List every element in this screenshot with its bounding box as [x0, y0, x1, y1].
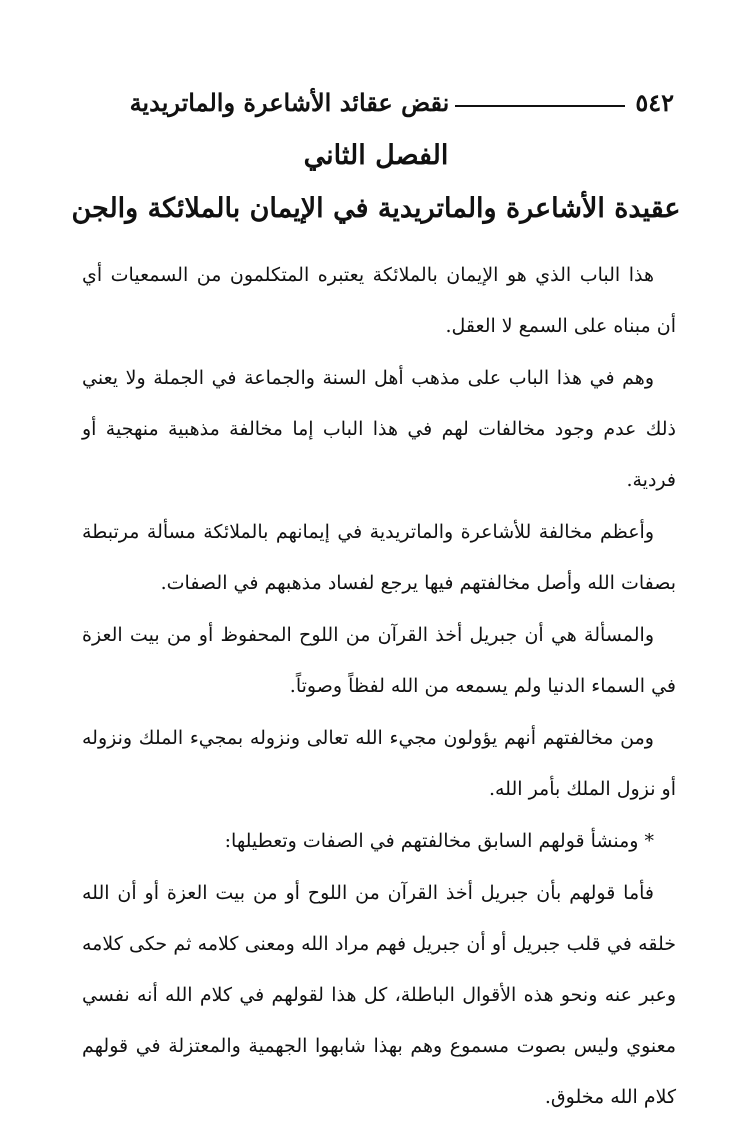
body-text — [82, 250, 676, 1124]
paragraph: والمسألة هي أن جبريل أخذ القرآن من اللوح المحفوظ أو من بيت العزة في السماء الدنيا ولم يسمعه من الله لفظاً وصوتاً. — [82, 624, 676, 697]
paragraph: فأما قولهم بأن جبريل أخذ القرآن من اللوح أو من بيت العزة أو أن الله خلقه في قلب جبريل أو أن جبريل فهم مراد الله ومعنى كلامه ثم حكى كلامه وعبر عنه ونحو هذه الأقوال الباطلة، كل هذا لقولهم في كلام الله أنه نفسي معنوي وليس بصوت مسموع وهم بهذا شابهوا الجهمية والمعتزلة في قولهم كلام الله مخلوق. — [82, 882, 676, 1108]
paragraph: * ومنشأ قولهم السابق مخالفتهم في الصفات وتعطيلها: — [224, 830, 654, 852]
page-number: ٥٤٢ — [635, 87, 674, 117]
chapter-title: عقيدة الأشاعرة والماتريدية في الإيمان بالملائكة والجن — [71, 193, 681, 224]
paragraph: وهم في هذا الباب على مذهب أهل السنة والجماعة في الجملة ولا يعني ذلك عدم وجود مخالفات لهم في هذا الباب إما مخالفة مذهبية منهجية أو فردية. — [82, 367, 676, 491]
running-title: نقض عقائد الأشاعرة والماتريدية — [129, 87, 450, 117]
page-header — [96, 84, 674, 120]
paragraph: ومن مخالفتهم أنهم يؤولون مجيء الله تعالى ونزوله بمجيء الملك ونزوله أو نزول الملك بأمر الله. — [82, 727, 676, 800]
header-rule — [455, 105, 625, 107]
paragraph: وأعظم مخالفة للأشاعرة والماتريدية في إيمانهم بالملائكة مسألة مرتبطة بصفات الله وأصل مخالفتهم فيها يرجع لفساد مذهبهم في الصفات. — [82, 521, 676, 594]
chapter-label: الفصل الثاني — [303, 140, 449, 171]
paragraph: هذا الباب الذي هو الإيمان بالملائكة يعتبره المتكلمون من السمعيات أي أن مبناه على السمع لا العقل. — [82, 264, 676, 337]
